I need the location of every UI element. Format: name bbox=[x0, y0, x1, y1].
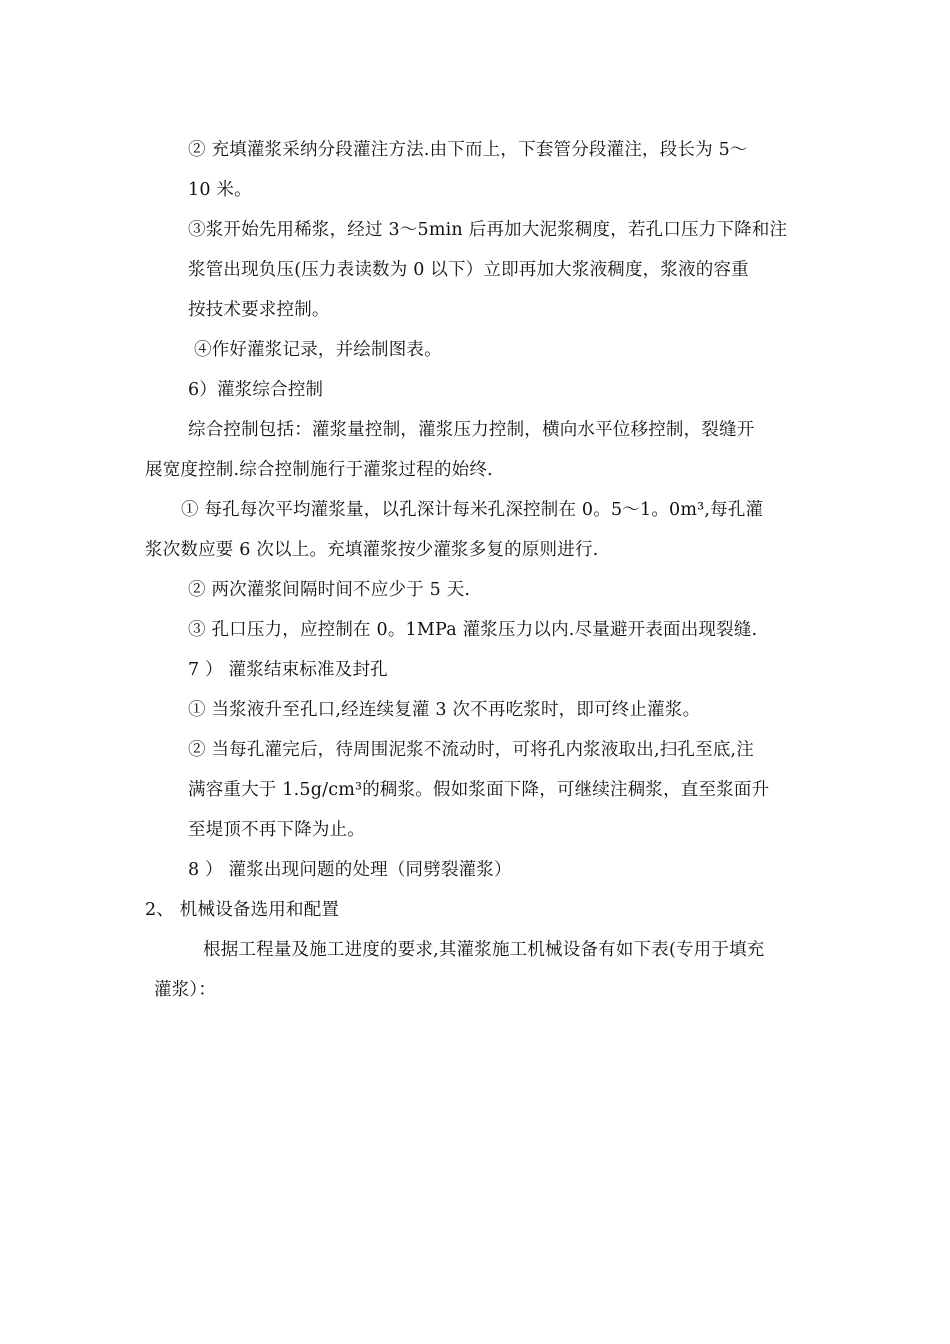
text-line-1: ② 充填灌浆采纳分段灌注方法.由下而上，下套管分段灌注，段长为 5～ bbox=[188, 140, 748, 160]
text-line-5: 按技术要求控制。 bbox=[188, 300, 330, 320]
section-heading-8: 8 ） 灌浆出现问题的处理（同劈裂灌浆） bbox=[188, 860, 512, 880]
text-line-10: ① 每孔每次平均灌浆量，以孔深计每米孔深控制在 0。5～1。0m³,每孔灌 bbox=[181, 500, 764, 520]
text-line-12: ② 两次灌浆间隔时间不应少于 5 天. bbox=[188, 580, 471, 600]
section-heading-6: 6）灌浆综合控制 bbox=[188, 380, 324, 400]
text-line-2: 10 米。 bbox=[188, 180, 252, 200]
text-line-6: ④作好灌浆记录，并绘制图表。 bbox=[194, 340, 442, 360]
text-line-18: 至堤顶不再下降为止。 bbox=[188, 820, 365, 840]
text-line-15: ① 当浆液升至孔口,经连续复灌 3 次不再吃浆时，即可终止灌浆。 bbox=[188, 700, 701, 720]
section-heading-2: 2、 机械设备选用和配置 bbox=[145, 900, 340, 920]
text-line-17: 满容重大于 1.5g/cm³的稠浆。假如浆面下降，可继续注稠浆，直至浆面升 bbox=[188, 780, 770, 800]
text-line-8: 综合控制包括：灌浆量控制，灌浆压力控制，横向水平位移控制，裂缝开 bbox=[188, 420, 755, 440]
text-line-13: ③ 孔口压力，应控制在 0。1MPa 灌浆压力以内.尽量避开表面出现裂缝. bbox=[188, 620, 758, 640]
text-line-11: 浆次数应要 6 次以上。充填灌浆按少灌浆多复的原则进行. bbox=[145, 540, 599, 560]
section-heading-7: 7 ） 灌浆结束标准及封孔 bbox=[188, 660, 388, 680]
text-line-16: ② 当每孔灌完后，待周围泥浆不流动时，可将孔内浆液取出,扫孔至底,注 bbox=[188, 740, 754, 760]
text-line-3: ③浆开始先用稀浆，经过 3～5min 后再加大泥浆稠度，若孔口压力下降和注 bbox=[188, 220, 788, 240]
text-line-4: 浆管出现负压(压力表读数为 0 以下）立即再加大浆液稠度，浆液的容重 bbox=[188, 260, 749, 280]
text-line-21: 根据工程量及施工进度的要求,其灌浆施工机械设备有如下表(专用于填充 bbox=[203, 940, 765, 960]
text-line-9: 展宽度控制.综合控制施行于灌浆过程的始终. bbox=[145, 460, 493, 480]
text-line-22: 灌浆）： bbox=[154, 980, 217, 1000]
